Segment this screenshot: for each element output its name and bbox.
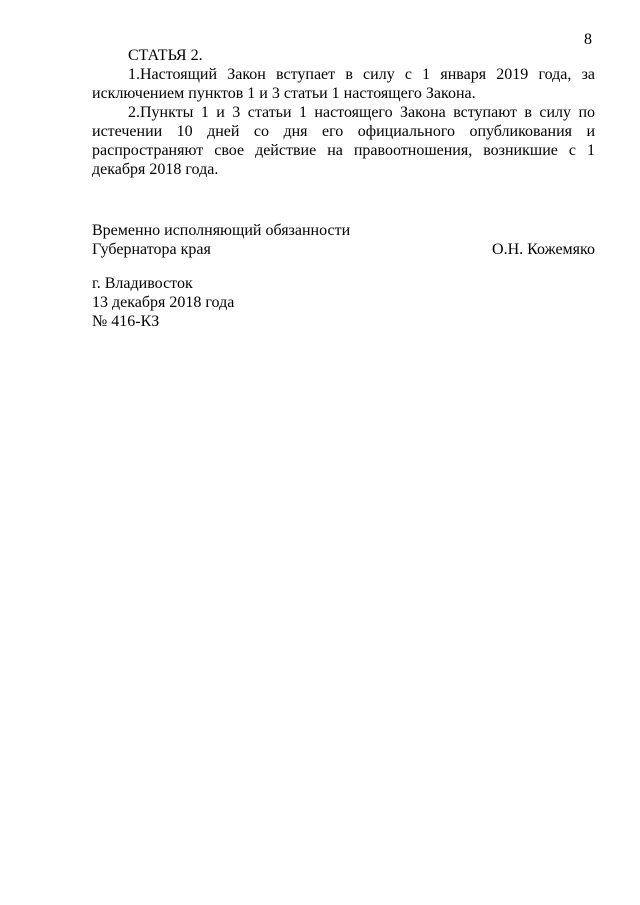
place-date-block: [92, 274, 234, 331]
law-number: № 416-КЗ: [92, 313, 160, 330]
signatory-name: О.Н. Кожемяко: [492, 241, 595, 258]
article-heading: СТАТЬЯ 2.: [128, 47, 203, 64]
signatory-position-line1: Временно исполняющий обязанности: [92, 222, 351, 239]
article-paragraph-1: 1.Настоящий Закон вступает в силу с 1 января 2019 года, за исключением пунктов 1 и 3 статьи 1 настоящего Закона.: [92, 66, 595, 102]
signatory-position-line2: Губернатора края: [92, 241, 211, 258]
article-section: [92, 46, 595, 179]
city: г. Владивосток: [92, 275, 193, 292]
article-paragraph-2: 2.Пункты 1 и 3 статьи 1 настоящего Закона вступают в силу по истечении 10 дней со дня его официального опубликования и распространяют свое действие на правоотношения, возникшие с 1 декабря 2018 года.: [92, 104, 595, 178]
page-number: 8: [584, 31, 592, 48]
signature-block: [92, 221, 595, 259]
date: 13 декабря 2018 года: [92, 294, 235, 311]
signature-row: [92, 240, 595, 259]
